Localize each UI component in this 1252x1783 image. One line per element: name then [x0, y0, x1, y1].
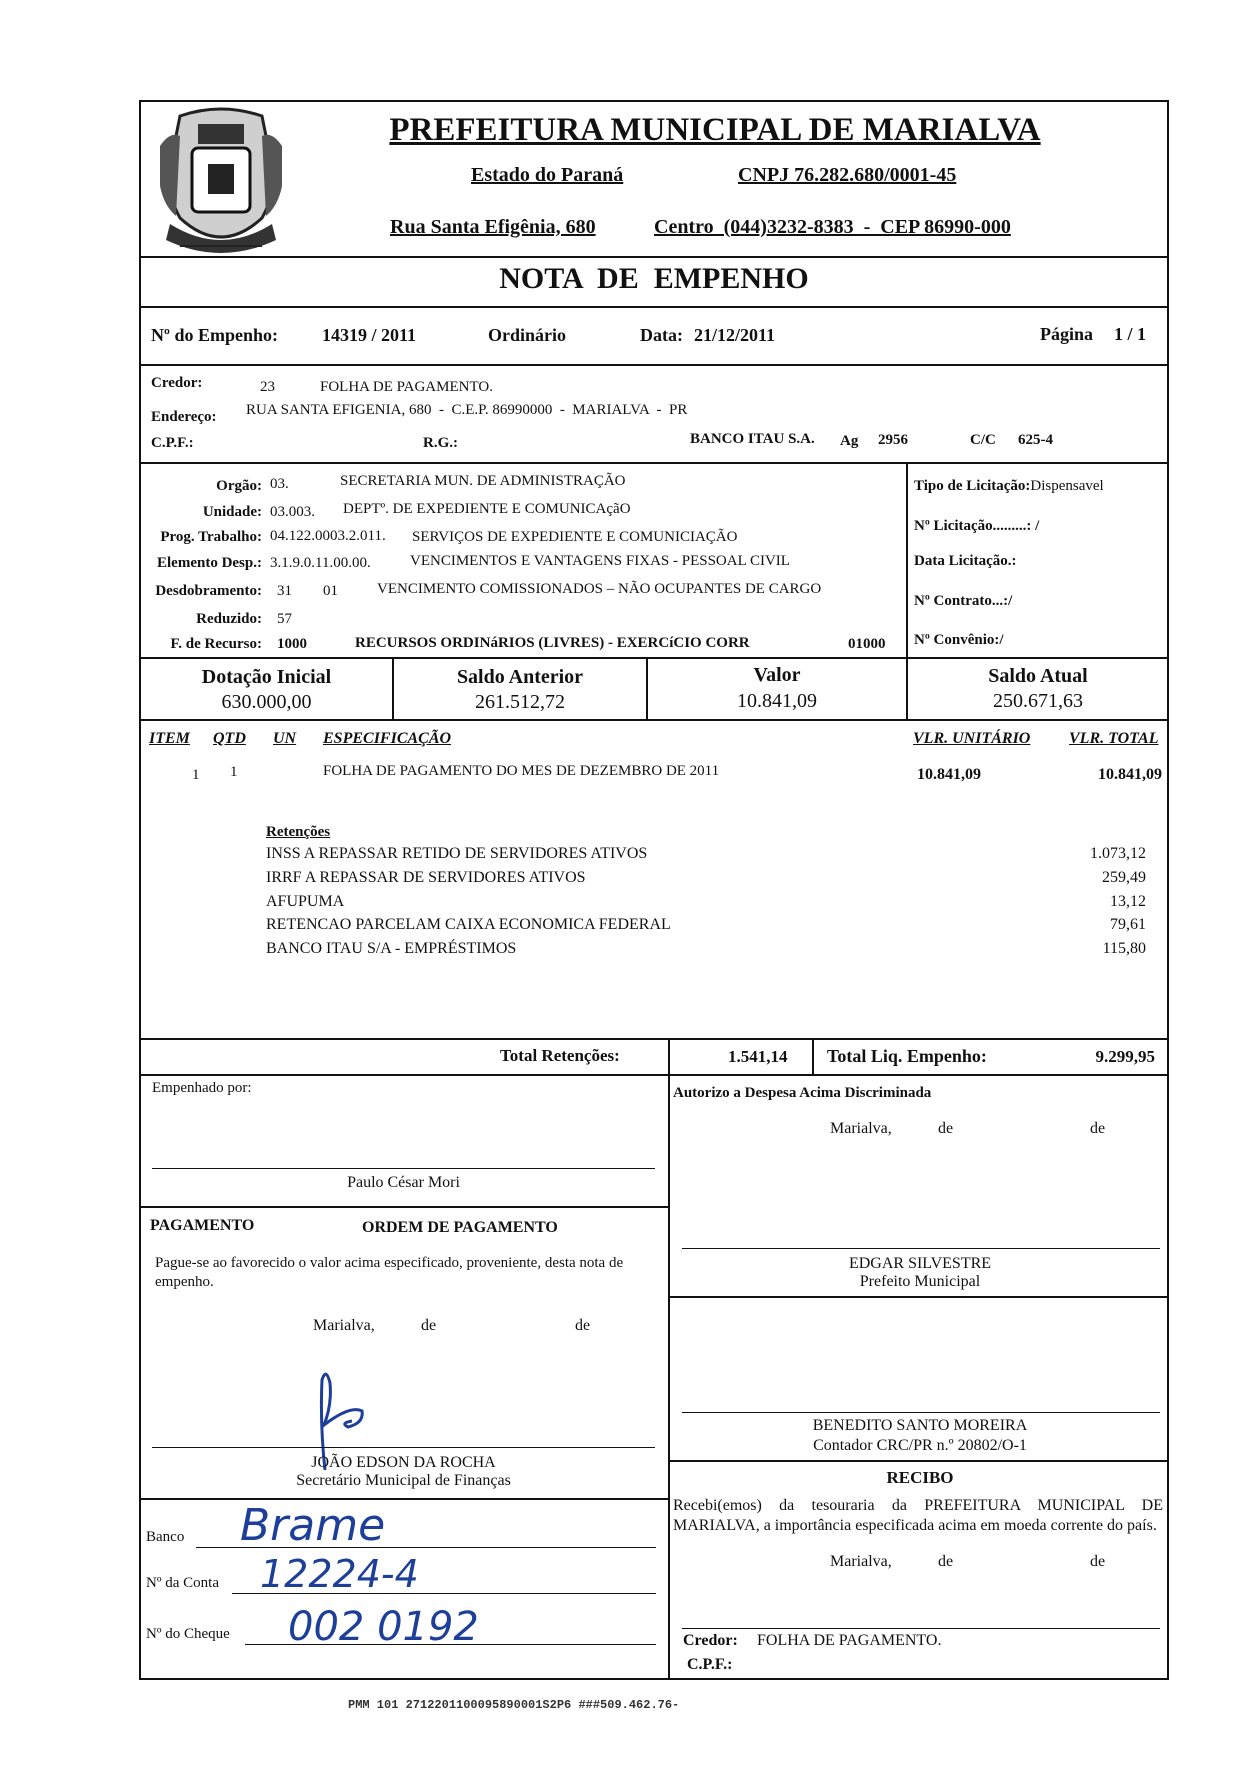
unidade-desc: DEPTº. DE EXPEDIENTE E COMUNICAçãO [343, 501, 631, 517]
row-item: 1 [192, 767, 200, 783]
empenhado-divider [139, 1206, 669, 1208]
contador-divider [668, 1460, 1169, 1462]
column-header-un: UN [273, 730, 297, 747]
totals-divider-1 [668, 1038, 670, 1075]
autorizo-city: Marialva, [830, 1120, 892, 1137]
title-divider [139, 306, 1169, 308]
municipal-coat-of-arms [150, 106, 292, 258]
recibo-credor-value: FOLHA DE PAGAMENTO. [757, 1632, 942, 1649]
rg-label: R.G.: [423, 435, 458, 451]
retencao-value-1: 1.073,12 [1090, 845, 1146, 862]
empenho-divider [139, 364, 1169, 366]
pagamento-text: Pague-se ao favorecido o valor acima especificado, proveniente, desta nota de empenho. [155, 1255, 624, 1290]
autorizo-signature-line [682, 1248, 1160, 1249]
footer-code: PMM 101 2712201100095890001S2P6 ###509.462.76- [348, 1698, 680, 1712]
column-header-especificacao: ESPECIFICAÇÃO [323, 730, 452, 747]
recibo-credor-label: Credor: [683, 1632, 738, 1649]
recurso-sub: 01000 [848, 636, 886, 652]
retencao-desc-3: AFUPUMA [266, 893, 345, 910]
retencao-value-4: 79,61 [1110, 916, 1146, 933]
retencoes-title: Retenções [266, 824, 331, 840]
recibo-de-2: de [1090, 1553, 1106, 1570]
orcamento-divider [139, 657, 1169, 659]
prefeito-name: EDGAR SILVESTRE [848, 1255, 992, 1272]
prefeito-divider [668, 1296, 1169, 1298]
orgao-desc: SECRETARIA MUN. DE ADMINISTRAÇÃO [340, 473, 626, 489]
prog-trabalho-code: 04.122.0003.2.011. [270, 528, 386, 544]
autorizo-de-2: de [1090, 1120, 1106, 1137]
conta-label: Nº da Conta [146, 1575, 219, 1591]
total-retencoes-value: 1.541,14 [728, 1047, 788, 1066]
desdobramento-sub: 01 [323, 583, 338, 599]
reduzido-label: Reduzido: [196, 611, 262, 627]
agency-value: 2956 [878, 432, 908, 448]
totals-divider-2 [812, 1038, 814, 1075]
credor-divider [139, 462, 1169, 464]
contact-label: Centro (044)3232-8383 - CEP 86990-000 [654, 216, 1011, 238]
cheque-handwritten: 002 0192 [288, 1604, 479, 1650]
column-header-unit-value: VLR. UNITÁRIO [913, 730, 1031, 747]
page-number: 1 / 1 [1114, 324, 1147, 344]
autorizo-label: Autorizo a Despesa Acima Discriminada [673, 1085, 932, 1101]
retencao-desc-4: RETENCAO PARCELAM CAIXA ECONOMICA FEDERAL [266, 916, 671, 933]
secretary-name: JOÃO EDSON DA ROCHA [311, 1454, 496, 1471]
saldo-atual-value: 250.671,63 [993, 690, 1083, 712]
saldo-atual-label: Saldo Atual [988, 665, 1088, 687]
column-header-qtd: QTD [213, 730, 246, 747]
unidade-label: Unidade: [202, 504, 262, 520]
empenho-number-label: Nº do Empenho: [151, 325, 278, 345]
banco-label: Banco [146, 1529, 185, 1545]
unidade-code: 03.003. [270, 504, 315, 520]
empenho-number: 14319 / 2011 [322, 325, 417, 345]
empenho-type: Ordinário [488, 325, 567, 345]
page-label: Página [1040, 324, 1094, 344]
endereco-label: Endereço: [151, 409, 217, 425]
saldo-anterior-label: Saldo Anterior [456, 666, 584, 688]
empenhado-signature-line [152, 1168, 655, 1169]
pagamento-de-2: de [575, 1317, 591, 1334]
orgao-code: 03. [270, 476, 289, 492]
desdobramento-desc: VENCIMENTO COMISSIONADOS – NÃO OCUPANTES DE CARGO [377, 581, 822, 597]
ordem-pagamento-label: ORDEM DE PAGAMENTO [362, 1219, 558, 1236]
contador-name: BENEDITO SANTO MOREIRA [812, 1417, 1028, 1434]
contador-signature-line [682, 1412, 1160, 1413]
orgao-label: Orgão: [216, 478, 262, 494]
state-label: Estado do Paraná [471, 164, 624, 186]
address-label: Rua Santa Efigênia, 680 [390, 216, 596, 238]
retencao-desc-2: IRRF A REPASSAR DE SERVIDORES ATIVOS [266, 869, 586, 886]
saldo-anterior-value: 261.512,72 [475, 691, 565, 713]
retencao-desc-5: BANCO ITAU S/A - EMPRÉSTIMOS [266, 940, 517, 957]
elemento-desc: VENCIMENTOS E VANTAGENS FIXAS - PESSOAL CIVIL [410, 553, 790, 569]
total-liquido-value: 9.299,95 [1095, 1047, 1155, 1066]
endereco-value: RUA SANTA EFIGENIA, 680 - C.E.P. 86990000 - MARIALVA - PR [246, 402, 688, 418]
banco-handwritten: Brame [240, 1500, 386, 1551]
recibo-de-1: de [938, 1553, 954, 1570]
account-value: 625-4 [1018, 432, 1053, 448]
row-unit-value: 10.841,09 [917, 766, 981, 783]
row-qtd: 1 [230, 764, 238, 780]
tipo-licitacao-value: Dispensavel [1030, 478, 1104, 494]
bank-name: BANCO ITAU S.A. [690, 431, 815, 447]
licitacao-column-divider [906, 462, 908, 657]
reduzido-value: 57 [277, 611, 292, 627]
column-header-item: ITEM [149, 730, 190, 747]
tipo-licitacao-label [914, 478, 1104, 495]
pagamento-de-1: de [421, 1317, 437, 1334]
credor-name: FOLHA DE PAGAMENTO. [320, 379, 493, 395]
secretary-divider [139, 1498, 669, 1500]
recurso-desc: RECURSOS ORDINáRIOS (LIVRES) - EXERCíCIO CORR [355, 635, 750, 651]
num-convenio: Nº Convênio:/ [914, 632, 1004, 648]
total-retencoes-label: Total Retenções: [500, 1046, 620, 1065]
credor-code: 23 [260, 379, 275, 395]
dotacao-inicial-value: 630.000,00 [221, 691, 312, 713]
autorizo-de-1: de [938, 1120, 954, 1137]
prog-trabalho-desc: SERVIÇOS DE EXPEDIENTE E COMUNICIAÇÃO [412, 529, 738, 545]
account-label: C/C [970, 432, 996, 448]
retencao-value-5: 115,80 [1102, 940, 1146, 957]
lower-column-divider [668, 1074, 670, 1680]
cheque-label: Nº do Cheque [146, 1626, 230, 1642]
pagamento-city: Marialva, [313, 1317, 375, 1334]
elemento-label: Elemento Desp.: [157, 555, 262, 571]
empenho-date: 21/12/2011 [694, 325, 776, 345]
valor-value: 10.841,09 [737, 690, 817, 712]
recurso-label: F. de Recurso: [170, 636, 262, 652]
cpf-label: C.P.F.: [151, 435, 194, 451]
desdobramento-label: Desdobramento: [155, 583, 262, 599]
conta-handwritten: 12224-4 [260, 1552, 419, 1596]
pagamento-label: PAGAMENTO [150, 1217, 255, 1234]
elemento-code: 3.1.9.0.11.00.00. [270, 555, 371, 571]
row-total-value: 10.841,09 [1098, 766, 1162, 783]
recibo-cpf-label: C.P.F.: [687, 1656, 733, 1673]
retencao-value-2: 259,49 [1102, 869, 1146, 886]
empenhado-por-label: Empenhado por: [152, 1080, 252, 1096]
valor-label: Valor [753, 664, 801, 686]
totals-top-divider [139, 1038, 1169, 1040]
recurso-code: 1000 [277, 636, 307, 652]
recibo-signature-line [682, 1628, 1160, 1629]
row-especificacao: FOLHA DE PAGAMENTO DO MES DE DEZEMBRO DE 2011 [323, 763, 720, 779]
tipo-licitacao-caption: Tipo de Licitação: [914, 478, 1031, 494]
num-contrato: Nº Contrato...:/ [914, 593, 1013, 609]
retencao-value-3: 13,12 [1110, 893, 1146, 910]
header-divider [139, 256, 1169, 258]
retencao-desc-1: INSS A REPASSAR RETIDO DE SERVIDORES ATIVOS [266, 845, 648, 862]
prefeito-role: Prefeito Municipal [859, 1273, 981, 1290]
recibo-text: Recebi(emos) da tesouraria da PREFEITURA MUNICIPAL DE MARIALVA, a importância especificada acima em moeda corrente do país. [673, 1497, 1163, 1534]
municipality-title: PREFEITURA MUNICIPAL DE MARIALVA [389, 112, 1041, 148]
recibo-city: Marialva, [830, 1553, 892, 1570]
column-header-total-value: VLR. TOTAL [1069, 730, 1159, 747]
secretary-signature-line [152, 1447, 655, 1448]
empenho-date-label: Data: [640, 325, 683, 345]
data-licitacao: Data Licitação.: [914, 553, 1017, 569]
saldos-divider [139, 719, 1169, 721]
agency-label: Ag [840, 433, 859, 449]
document-title: NOTA DE EMPENHO [499, 262, 809, 295]
totals-bottom-divider [139, 1074, 1169, 1076]
total-liquido-label: Total Liq. Empenho: [827, 1046, 987, 1066]
recibo-title: RECIBO [886, 1468, 954, 1487]
num-licitacao: Nº Licitação.........: / [914, 518, 1040, 534]
desdobramento-code: 31 [277, 583, 292, 599]
empenhado-name: Paulo César Mori [347, 1174, 460, 1191]
cnpj-label: CNPJ 76.282.680/0001-45 [738, 164, 957, 186]
dotacao-inicial-label: Dotação Inicial [201, 666, 332, 688]
secretary-role: Secretário Municipal de Finanças [296, 1472, 511, 1489]
prog-trabalho-label: Prog. Trabalho: [160, 529, 262, 545]
contador-role: Contador CRC/PR n.º 20802/O-1 [813, 1437, 1027, 1454]
credor-label: Credor: [151, 375, 203, 391]
